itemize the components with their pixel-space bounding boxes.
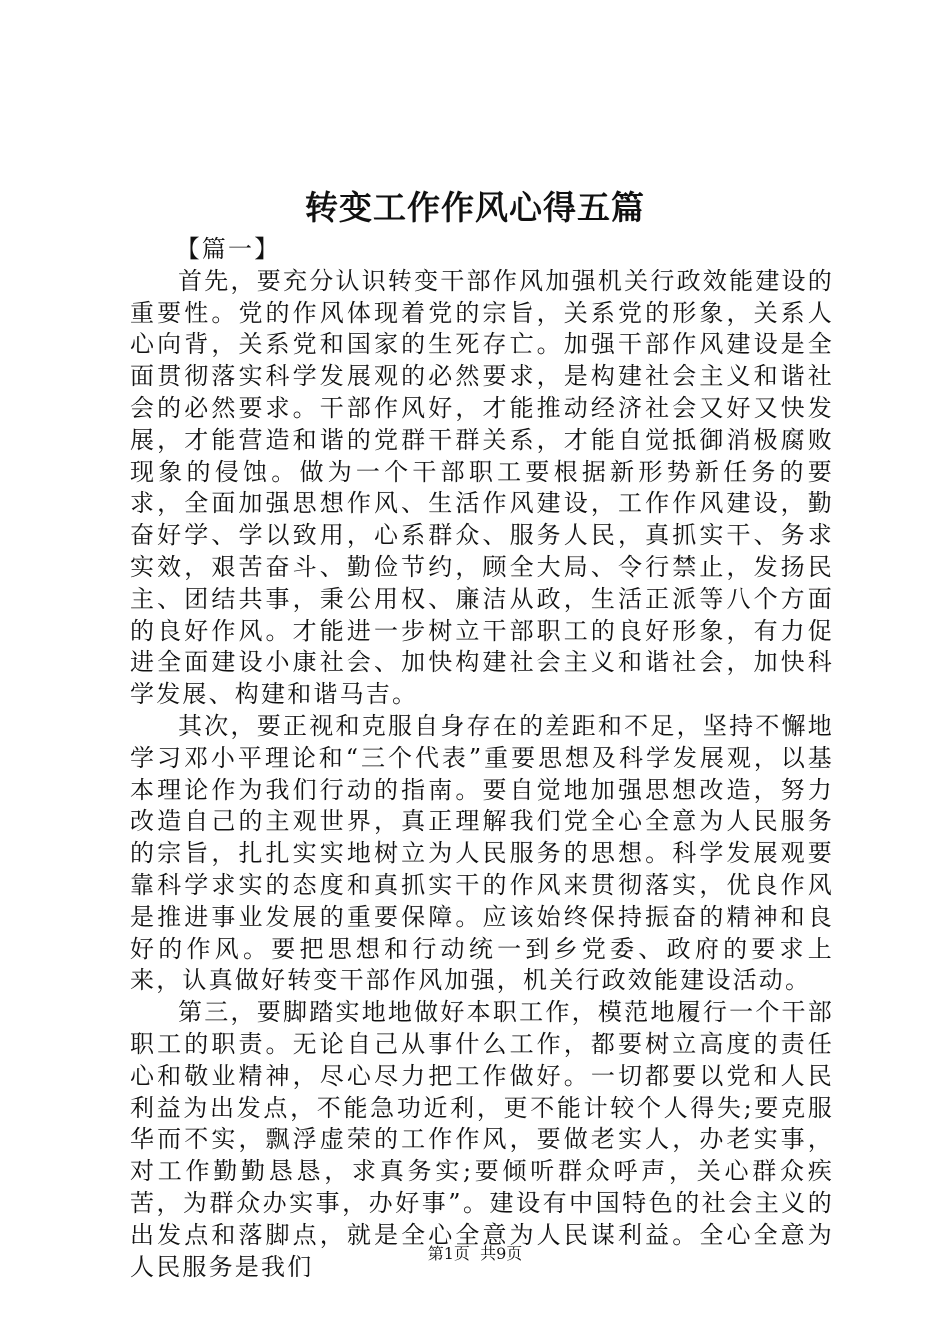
section-label: 【篇一】 (175, 235, 281, 263)
page-footer (0, 1243, 950, 1265)
document-body (130, 234, 834, 1283)
paragraph-1: 首先，要充分认识转变干部作风加强机关行政效能建设的重要性。党的作风体现着党的宗旨，关系党的形象，关系人心向背，关系党和国家的生死存亡。加强干部作风建设是全面贯彻落实科学发展观的必然要求，是构建社会主义和谐社会的必然要求。干部作风好，才能推动经济社会又好又快发展，才能营造和谐的党群干群关系，才能自觉抵御消极腐败现象的侵蚀。做为一个干部职工要根据新形势新任务的要求，全面加强思想作风、生活作风建设，工作作风建设，勤奋好学、学以致用，心系群众、服务人民，真抓实干、务求实效，艰苦奋斗、勤俭节约，顾全大局、令行禁止，发扬民主、团结共事，秉公用权、廉洁从政，生活正派等八个方面的良好作风。才能进一步树立干部职工的良好形象，有力促进全面建设小康社会、加快构建社会主义和谐社会，加快科学发展、构建和谐马吉。 (130, 266, 834, 709)
page-number-text: 第1页 共9页 (427, 1244, 523, 1263)
paragraph-3: 第三，要脚踏实地地做好本职工作，模范地履行一个干部职工的职责。无论自己从事什么工作，都要树立高度的责任心和敬业精神，尽心尽力把工作做好。一切都要以党和人民利益为出发点，不能急功近利，更不能计较个人得失;要克服华而不实，飘浮虚荣的工作作风，要做老实人，办老实事，对工作勤勤恳恳，求真务实;要倾听群众呼声，关心群众疾苦，为群众办实事，办好事”。建设有中国特色的社会主义的出发点和落脚点，就是全心全意为人民谋利益。全心全意为人民服务是我们 (130, 998, 834, 1281)
document-title: 转变工作作风心得五篇 (305, 188, 645, 227)
paragraph-2: 其次，要正视和克服自身存在的差距和不足，坚持不懈地学习邓小平理论和“三个代表”重要思想及科学发展观，以基本理论作为我们行动的指南。要自觉地加强思想改造，努力改造自己的主观世界，真正理解我们党全心全意为人民服务的宗旨，扎扎实实地树立为人民服务的思想。科学发展观要靠科学求实的态度和真抓实干的作风来贯彻落实，优良作风是推进事业发展的重要保障。应该始终保持振奋的精神和良好的作风。要把思想和行动统一到乡党委、政府的要求上来，认真做好转变干部作风加强，机关行政效能建设活动。 (130, 711, 834, 995)
